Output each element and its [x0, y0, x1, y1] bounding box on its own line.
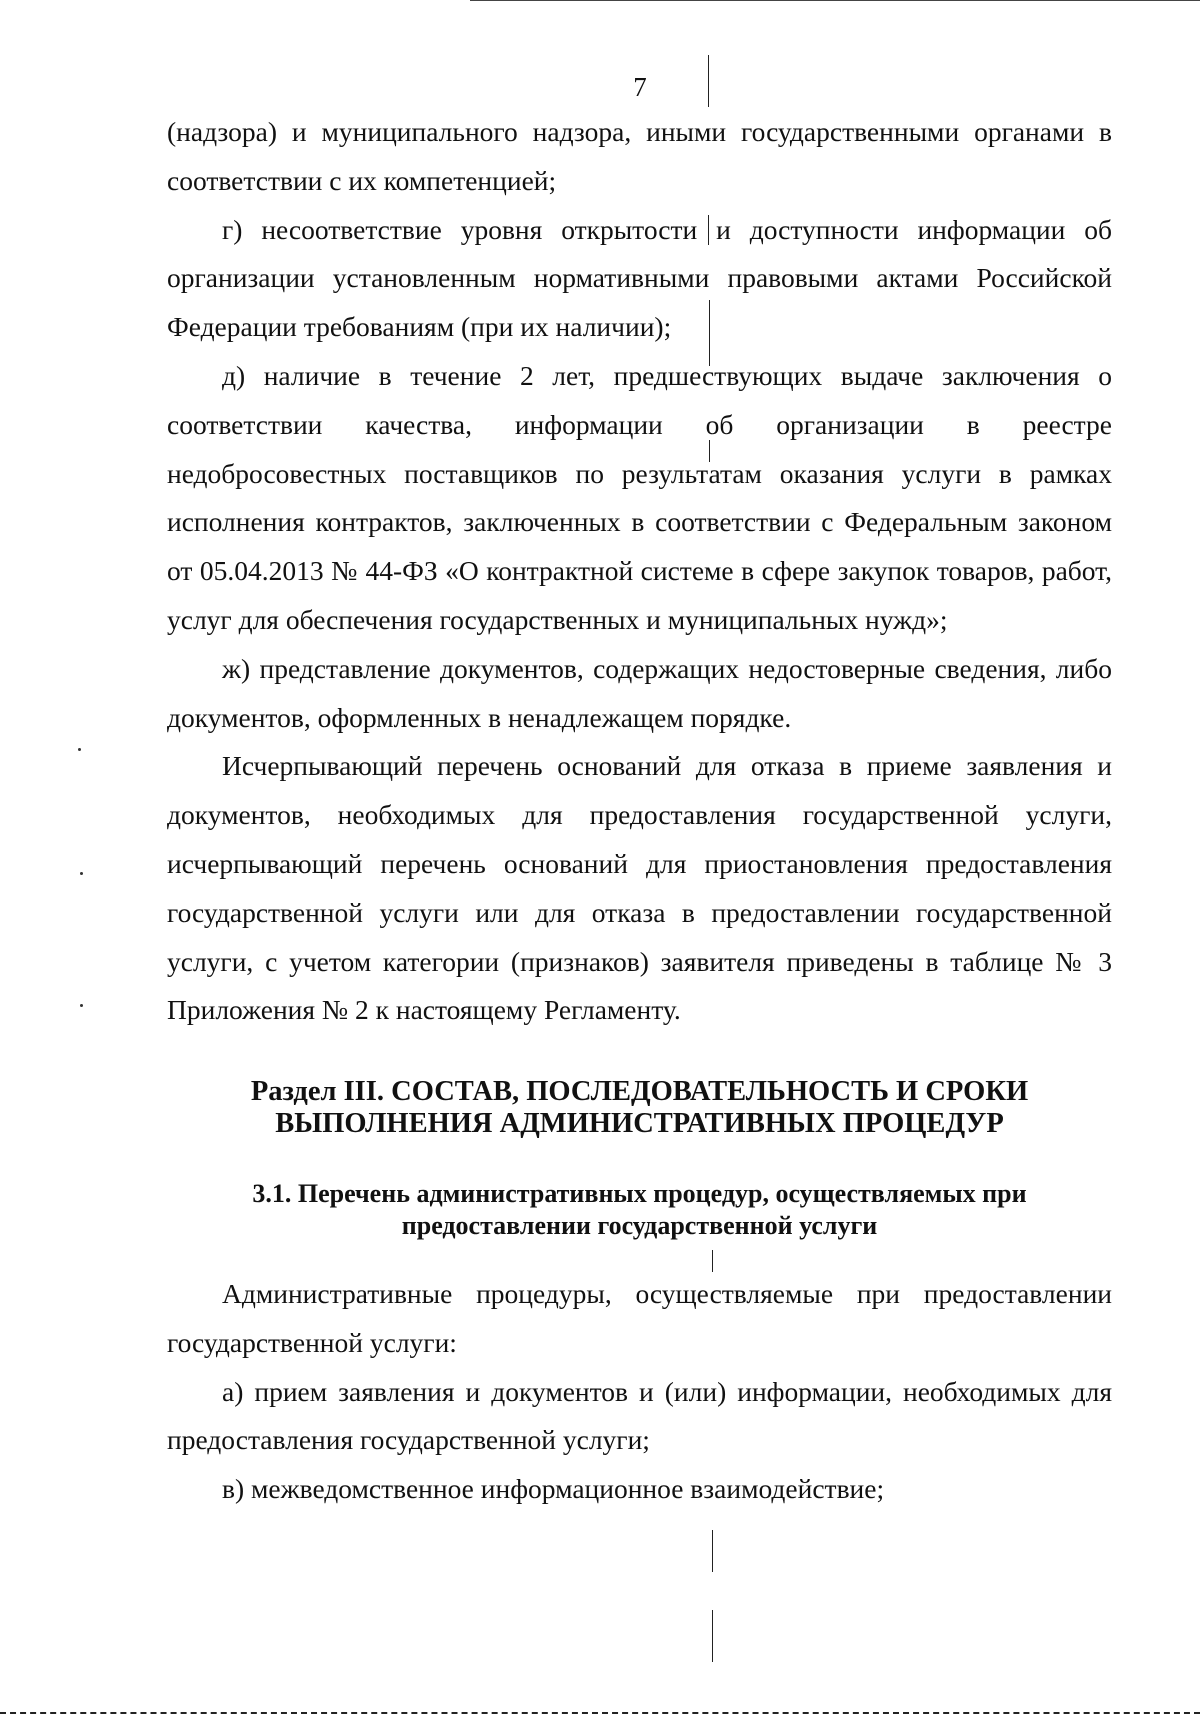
body-text-bottom [167, 1270, 1112, 1514]
section-title-line: ВЫПОЛНЕНИЯ АДМИНИСТРАТИВНЫХ ПРОЦЕДУР [275, 1108, 1004, 1139]
scan-speck [80, 872, 83, 875]
body-text-top [167, 108, 1112, 1035]
page-number: 7 [633, 72, 647, 102]
scan-fold-line [708, 55, 709, 107]
paragraph: а) прием заявления и документов и (или) информации, необходимых для предоставления государственной услуги; [167, 1375, 1112, 1456]
paragraph: (надзора) и муниципального надзора, иными государственными органами в соответствии с их компетенцией; [167, 116, 1112, 196]
subsection-title [167, 1178, 1112, 1242]
scan-fold-line [712, 1250, 713, 1272]
scan-fold-line [712, 1530, 713, 1572]
subsection-title-line: 3.1. Перечень административных процедур, осуществляемых при [252, 1179, 1027, 1208]
scan-bottom-edge [0, 1712, 1200, 1714]
scan-top-edge [470, 0, 1200, 1]
section-title-line: Раздел III. СОСТАВ, ПОСЛЕДОВАТЕЛЬНОСТЬ И СРОКИ [250, 1076, 1029, 1107]
paragraph: Исчерпывающий перечень оснований для отказа в приеме заявления и документов, необходимых для предоставления государственной услуги, исчерпывающий перечень оснований для приостановления предоставления государственной услуги или для отказа в предоставлении государственной услуги, с учетом категории (признаков) заявителя приведены в таблице № 3 Приложения № 2 к настоящему Регламенту. [167, 750, 1112, 1026]
paragraph: д) наличие в течение 2 лет, предшествующих выдаче заключения о соответствии качества, информации об организации в реестре недобросовестных поставщиков по результатам оказания услуги в рамках исполнения контрактов, заключенных в соответствии с Федеральным законом от 05.04.2013 № 44-ФЗ «О контрактной системе в сфере закупок товаров, работ, услуг для обеспечения государственных и муниципальных нужд»; [167, 359, 1112, 635]
paragraph: ж) представление документов, содержащих недостоверные сведения, либо документов, оформленных в ненадлежащем порядке. [167, 652, 1112, 733]
paragraph: г) несоответствие уровня открытости и доступности информации об организации установленным нормативными правовыми актами Российской Федерации требованиям (при их наличии); [167, 213, 1112, 343]
section-title [167, 1076, 1112, 1140]
scan-fold-line [712, 1610, 713, 1662]
paragraph: в) межведомственное информационное взаимодействие; [222, 1473, 885, 1505]
scan-speck [78, 748, 81, 751]
subsection-title-line: предоставлении государственной услуги [401, 1211, 878, 1240]
paragraph: Административные процедуры, осуществляемые при предоставлении государственной услуги: [167, 1278, 1112, 1358]
scan-speck [80, 1004, 83, 1007]
